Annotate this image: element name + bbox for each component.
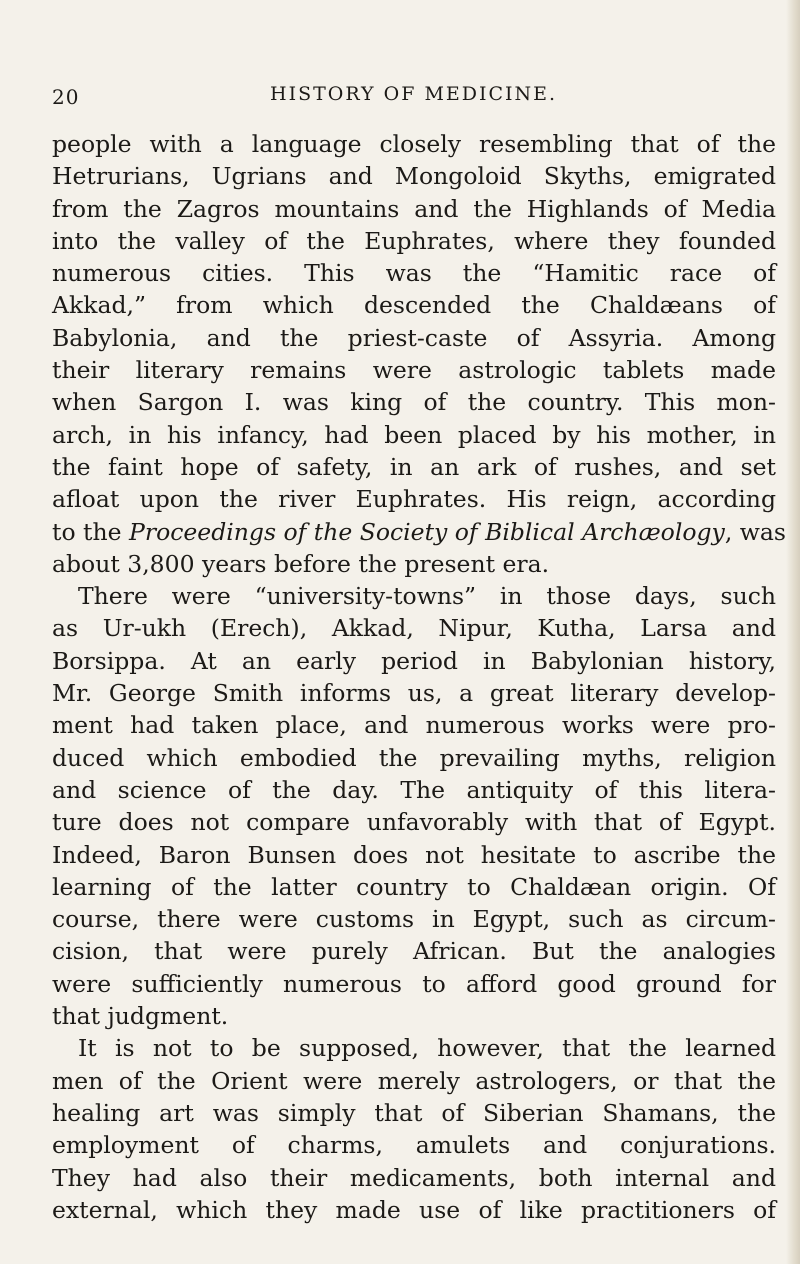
text-line: Borsippa. At an early period in Babylonian history, xyxy=(52,646,776,675)
text-line: numerous cities. This was the “Hamitic race of xyxy=(52,259,776,288)
text-line: into the valley of the Euphrates, where they founded xyxy=(52,226,776,255)
text-line: ment had taken place, and numerous works were pro- xyxy=(52,711,776,740)
text-line: Hetrurians, Ugrians and Mongoloid Skyths, emigrated xyxy=(52,162,776,191)
text-line: when Sargon I. was king of the country. This mon- xyxy=(52,388,776,417)
text-line: to the Proceedings of the Society of Biblical Archæology, was xyxy=(52,517,786,546)
text-line: men of the Orient were merely astrologers, or that the xyxy=(52,1066,776,1095)
text-line: afloat upon the river Euphrates. His reign, according xyxy=(52,485,776,514)
text-line: ture does not compare unfavorably with that of Egypt. xyxy=(52,808,776,837)
page-number: 20 xyxy=(52,85,80,109)
text-line: course, there were customs in Egypt, such as circum- xyxy=(52,905,776,934)
text-line: about 3,800 years before the present era. xyxy=(52,549,550,578)
text-line: that judgment. xyxy=(52,1002,229,1031)
text-line: healing art was simply that of Siberian Shamans, the xyxy=(52,1098,776,1127)
text-line: Indeed, Baron Bunsen does not hesitate to ascribe the xyxy=(52,840,776,869)
text-line: the faint hope of safety, in an ark of rushes, and set xyxy=(52,452,776,481)
text-line: Akkad,” from which descended the Chaldæans of xyxy=(52,291,776,320)
text-line: and science of the day. The antiquity of this litera- xyxy=(52,775,776,804)
text-line: There were “university-towns” in those days, such xyxy=(78,582,776,611)
running-title: HISTORY OF MEDICINE. xyxy=(270,83,558,105)
text-line: from the Zagros mountains and the Highlands of Media xyxy=(52,194,776,223)
italic-title: Proceedings of the Society of Biblical Archæology xyxy=(129,517,725,546)
text-line: as Ur-ukh (Erech), Akkad, Nipur, Kutha, Larsa and xyxy=(52,614,776,643)
text-line: Babylonia, and the priest-caste of Assyria. Among xyxy=(52,323,776,352)
text-line: their literary remains were astrologic tablets made xyxy=(52,356,776,385)
text-line: duced which embodied the prevailing myths, religion xyxy=(52,743,776,772)
text-line: employment of charms, amulets and conjurations. xyxy=(52,1131,776,1160)
text-line: Mr. George Smith informs us, a great literary develop- xyxy=(52,679,776,708)
page-edge-shadow xyxy=(786,0,800,1264)
text-line: arch, in his infancy, had been placed by his mother, in xyxy=(52,420,776,449)
body-text xyxy=(52,128,786,1226)
text-line: They had also their medicaments, both internal and xyxy=(52,1163,776,1192)
text-line: external, which they made use of like practitioners of xyxy=(52,1195,776,1224)
text-line: were sufficiently numerous to afford good ground for xyxy=(52,969,776,998)
text-line: people with a language closely resembling that of the xyxy=(52,130,776,158)
text-line: learning of the latter country to Chaldæan origin. Of xyxy=(52,872,776,901)
text-line: It is not to be supposed, however, that the learned xyxy=(78,1034,776,1063)
text-line: cision, that were purely African. But the analogies xyxy=(52,937,776,966)
